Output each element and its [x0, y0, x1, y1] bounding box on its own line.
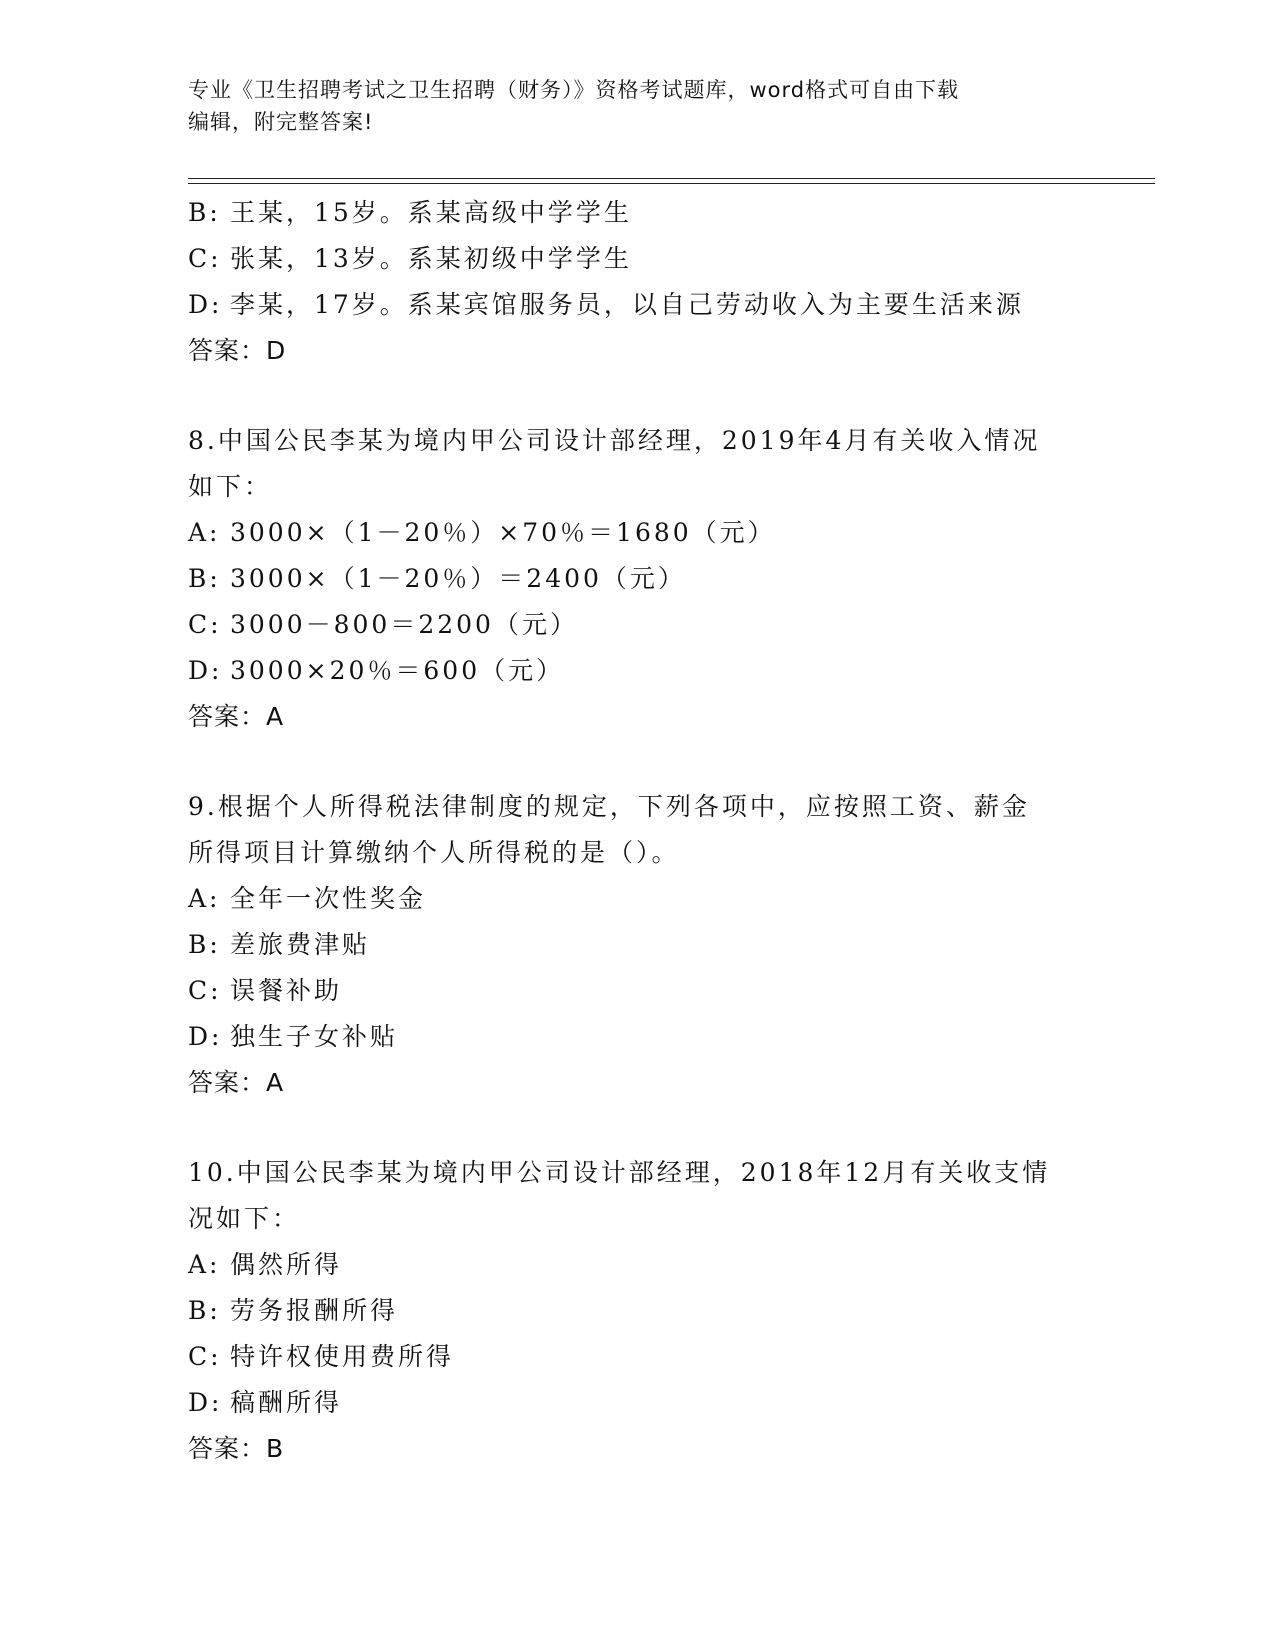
question-10: [188, 1150, 1088, 1472]
option-text: 王某，15岁。系某高级中学学生: [230, 198, 632, 227]
option-text: 误餐补助: [230, 976, 343, 1005]
option-label: D:: [188, 290, 223, 319]
option-label: D:: [188, 1388, 223, 1417]
header-line-1: 专业《卫生招聘考试之卫生招聘（财务）》资格考试题库，word格式可自由下载: [188, 78, 960, 102]
option-a: [188, 876, 1088, 922]
option-text: 差旅费津贴: [230, 930, 371, 959]
option-d: [188, 282, 1088, 328]
option-label: A:: [188, 884, 221, 913]
question-stem-continued: 所得项目计算缴纳个人所得税的是（）。: [188, 838, 680, 867]
option-text: 张某，13岁。系某初级中学学生: [230, 244, 632, 273]
option-text: 特许权使用费所得: [230, 1342, 455, 1371]
question-stem: 8.中国公民李某为境内甲公司设计部经理，2019年4月有关收入情况: [188, 426, 1041, 455]
option-text: 偶然所得: [230, 1250, 343, 1279]
option-text: 3000×（1－20％）＝2400（元）: [230, 564, 686, 593]
header-line-2: 编辑，附完整答案!: [188, 110, 374, 134]
document-header: [188, 74, 1068, 138]
answer: 答案：A: [188, 1068, 285, 1097]
question-stem-continued: 如下：: [188, 472, 273, 501]
question-list: [188, 190, 1088, 1472]
question-8: [188, 418, 1088, 740]
option-b: [188, 556, 1088, 602]
option-text: 3000×（1－20％）×70％＝1680（元）: [230, 518, 776, 547]
option-b: [188, 190, 1088, 236]
header-divider-bottom: [188, 183, 1155, 184]
question-stem-continued: 况如下：: [188, 1204, 301, 1233]
question-stem: 9.根据个人所得税法律制度的规定，下列各项中，应按照工资、薪金: [188, 792, 1030, 821]
option-label: B:: [188, 564, 221, 593]
answer: 答案：A: [188, 702, 285, 731]
option-b: [188, 1288, 1088, 1334]
option-label: C:: [188, 976, 222, 1005]
question-stem: 10.中国公民李某为境内甲公司设计部经理，2018年12月有关收支情: [188, 1158, 1051, 1187]
option-c: [188, 602, 1088, 648]
option-label: D:: [188, 656, 223, 685]
question-9: [188, 784, 1088, 1106]
option-d: [188, 648, 1088, 694]
option-text: 3000×20％＝600（元）: [230, 656, 565, 685]
option-label: C:: [188, 1342, 222, 1371]
question-7: [188, 190, 1088, 374]
option-label: D:: [188, 1022, 223, 1051]
option-label: C:: [188, 610, 222, 639]
option-text: 独生子女补贴: [230, 1022, 399, 1051]
option-b: [188, 922, 1088, 968]
header-divider-top: [188, 178, 1155, 179]
option-label: A:: [188, 518, 221, 547]
option-a: [188, 1242, 1088, 1288]
option-a: [188, 510, 1088, 556]
option-label: B:: [188, 930, 221, 959]
option-text: 全年一次性奖金: [230, 884, 427, 913]
option-text: 稿酬所得: [230, 1388, 343, 1417]
option-d: [188, 1014, 1088, 1060]
option-text: 3000－800＝2200（元）: [230, 610, 578, 639]
option-text: 李某，17岁。系某宾馆服务员，以自己劳动收入为主要生活来源: [230, 290, 1024, 319]
option-text: 劳务报酬所得: [230, 1296, 399, 1325]
answer: 答案：D: [188, 336, 287, 365]
option-label: B:: [188, 198, 221, 227]
option-d: [188, 1380, 1088, 1426]
option-label: B:: [188, 1296, 221, 1325]
option-c: [188, 1334, 1088, 1380]
answer: 答案：B: [188, 1434, 285, 1463]
option-c: [188, 236, 1088, 282]
option-label: A:: [188, 1250, 221, 1279]
option-label: C:: [188, 244, 222, 273]
option-c: [188, 968, 1088, 1014]
